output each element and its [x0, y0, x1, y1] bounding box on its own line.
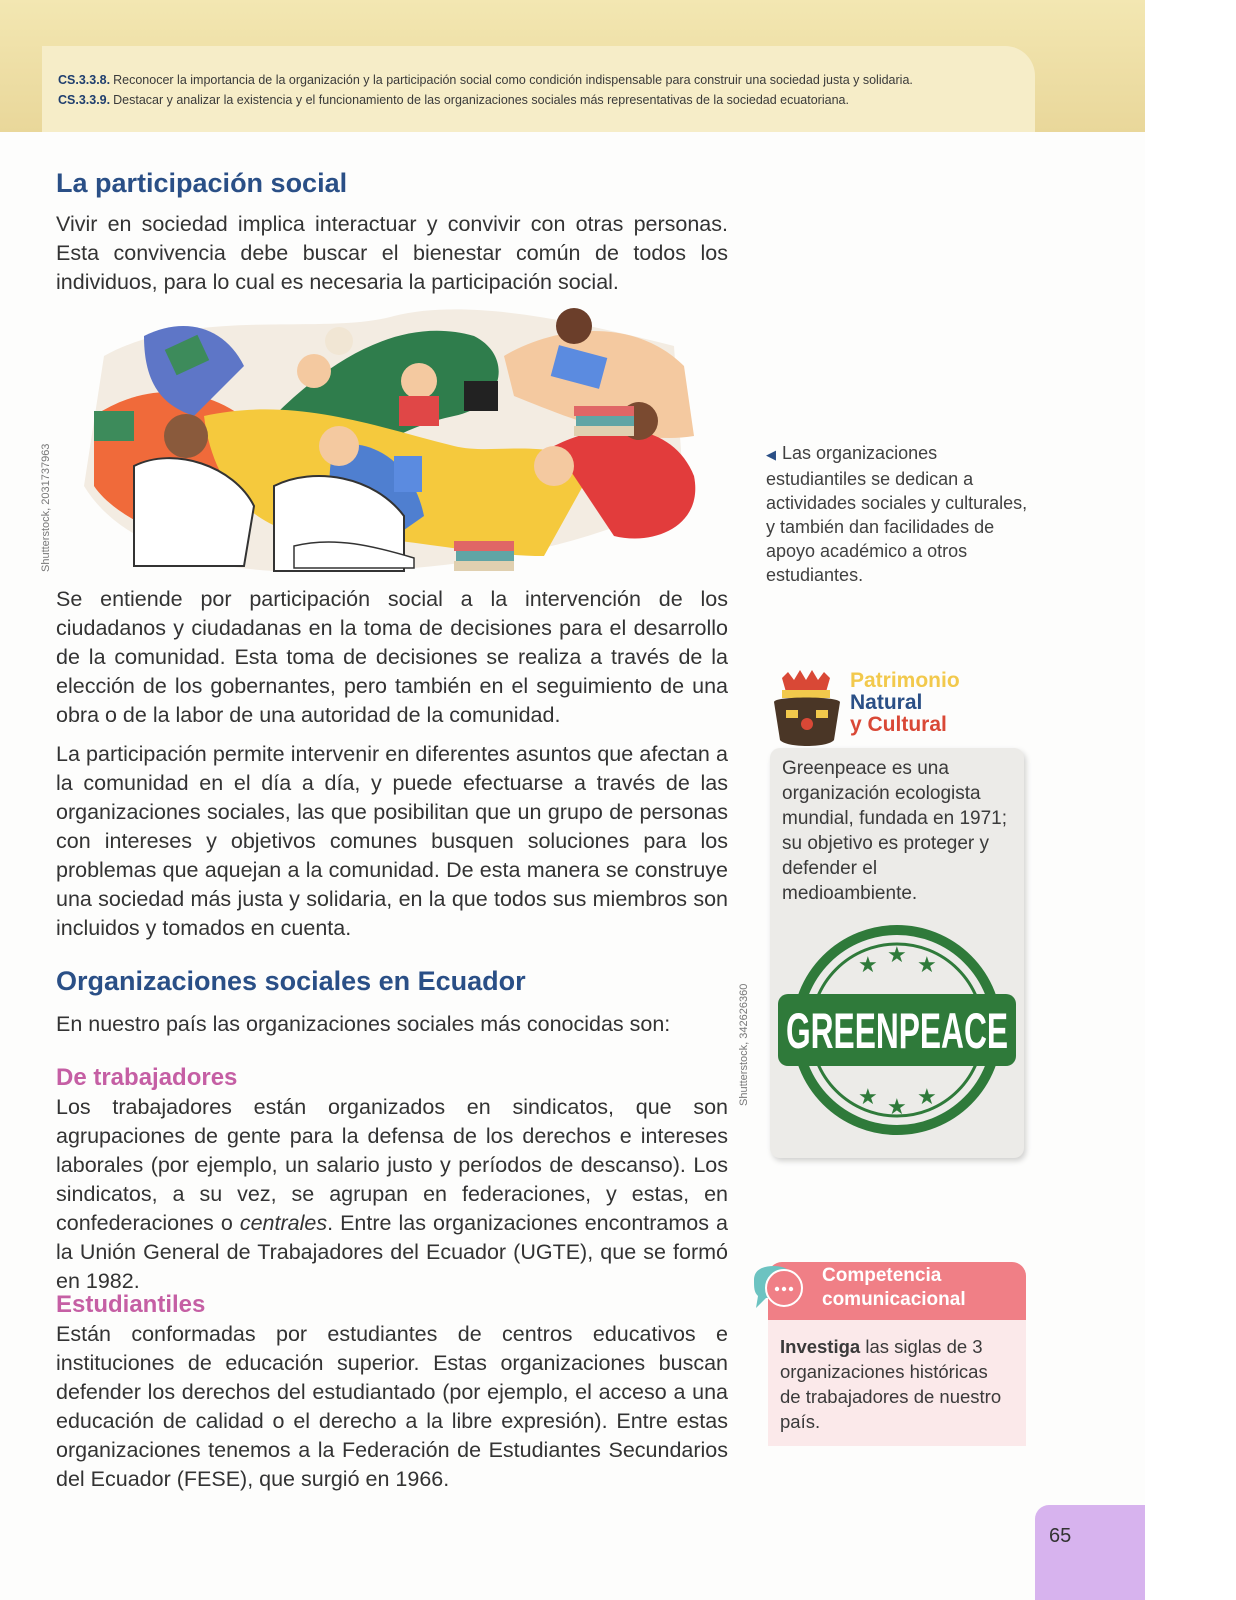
skill-item: CS.3.3.8. Reconocer la importancia de la organización y la participación social como condición indispensable para construir una sociedad justa y solidaria.	[58, 73, 913, 87]
svg-text:★: ★	[858, 953, 878, 978]
svg-text:GREENPEACE: GREENPEACE	[786, 1003, 1008, 1059]
paragraph: Están conformadas por estudiantes de centros educativos e instituciones de educación superior. Estas organizaciones buscan defender los derechos del estudiantado (por ejemplo, el acceso a una educación de calidad o el derecho a la libre expresión). Entre estas organizaciones tenemos a la Federación de Estudiantes Secundarios del Ecuador (FESE), que surgió en 1966.	[56, 1322, 728, 1491]
paragraph: Los trabajadores están organizados en sindicatos, que son agrupaciones de gente para la defensa de los derechos e intereses laborales (por ejemplo, un salario justo y períodos de descanso). Los sindicatos, a su vez, se agrupan en federaciones, y estas, en confederaciones o centrales. Entre las organizaciones encontramos a la Unión General de Trabajadores del Ecuador (UGTE), que se formó en 1982.	[56, 1095, 729, 1293]
image-credit: Shutterstock, 342626360	[738, 983, 750, 1106]
greenpeace-stamp-image	[774, 912, 1020, 1148]
paragraph: La participación permite intervenir en diferentes asuntos que afectan a la comunidad en el día a día, y puede efectuarse a través de las organizaciones sociales, las que posibilitan que un grupo de personas con intereses y objetivos comunes busquen soluciones para los problemas que aquejan a la comunidad. De esta manera se construye una sociedad más justa y solidaria, en la que todos sus miembros son incluidos y tomados en cuenta.	[56, 742, 728, 940]
section-title: Organizaciones sociales en Ecuador	[56, 966, 526, 996]
svg-text:★: ★	[887, 1095, 907, 1120]
speech-bubble-icon	[748, 1262, 808, 1320]
svg-text:★: ★	[858, 1085, 878, 1110]
intro-paragraph: En nuestro país las organizaciones sociales más conocidas son:	[56, 1012, 671, 1036]
intro-paragraph: Vivir en sociedad implica interactuar y convivir con otras personas. Esta convivencia debe buscar el bienestar común de todos los individuos, para lo cual es necesaria la participación social.	[56, 212, 728, 294]
subsection-heading: Estudiantiles	[56, 1291, 206, 1318]
paragraph: Se entiende por participación social a la intervención de los ciudadanos y ciudadanas en la toma de decisiones para el desarrollo de la comunidad. Esta toma de decisiones se realiza a través de la elección de los gobernantes, pero también en el seguimiento de una obra o de la labor de una autoridad de la comunidad.	[56, 587, 728, 727]
page-number-tab	[1035, 1505, 1145, 1600]
page-number: 65	[1049, 1525, 1072, 1547]
caption-arrow-icon: ◀	[766, 447, 776, 462]
competencia-title: Competencia comunicacional	[822, 1265, 966, 1310]
mask-icon	[768, 670, 846, 750]
svg-text:★: ★	[887, 943, 907, 968]
greenpeace-text: Greenpeace es una organización ecologista mundial, fundada en 1971; su objetivo es proteger y defender el medioambiente.	[782, 758, 1008, 904]
patrimonio-title-2: Natural	[850, 691, 923, 714]
competencia-text: Investiga las siglas de 3 organizaciones históricas de trabajadores de nuestro país.	[780, 1336, 1002, 1432]
section-title: La participación social	[56, 168, 348, 198]
image-credit: Shutterstock, 2031737963	[40, 443, 52, 572]
image-caption: ◀ Las organizaciones estudiantiles se dedican a actividades sociales y culturales, y también dan facilidades de apoyo académico a otros estudiantes.	[766, 443, 1028, 585]
subsection-heading: De trabajadores	[56, 1064, 238, 1091]
patrimonio-header	[768, 670, 1028, 740]
competencia-body	[768, 1320, 1026, 1446]
skill-item: CS.3.3.9. Destacar y analizar la existencia y el funcionamiento de las organizaciones sociales más representativas de la sociedad ecuatoriana.	[58, 93, 849, 107]
greenpeace-card	[770, 748, 1024, 1158]
page-margin	[1145, 0, 1236, 1600]
svg-text:★: ★	[917, 1085, 937, 1110]
patrimonio-title-1: Patrimonio	[850, 669, 960, 692]
patrimonio-title-3: y Cultural	[850, 713, 947, 736]
students-illustration	[74, 296, 724, 586]
svg-text:★: ★	[917, 953, 937, 978]
skills-box	[42, 46, 1035, 132]
